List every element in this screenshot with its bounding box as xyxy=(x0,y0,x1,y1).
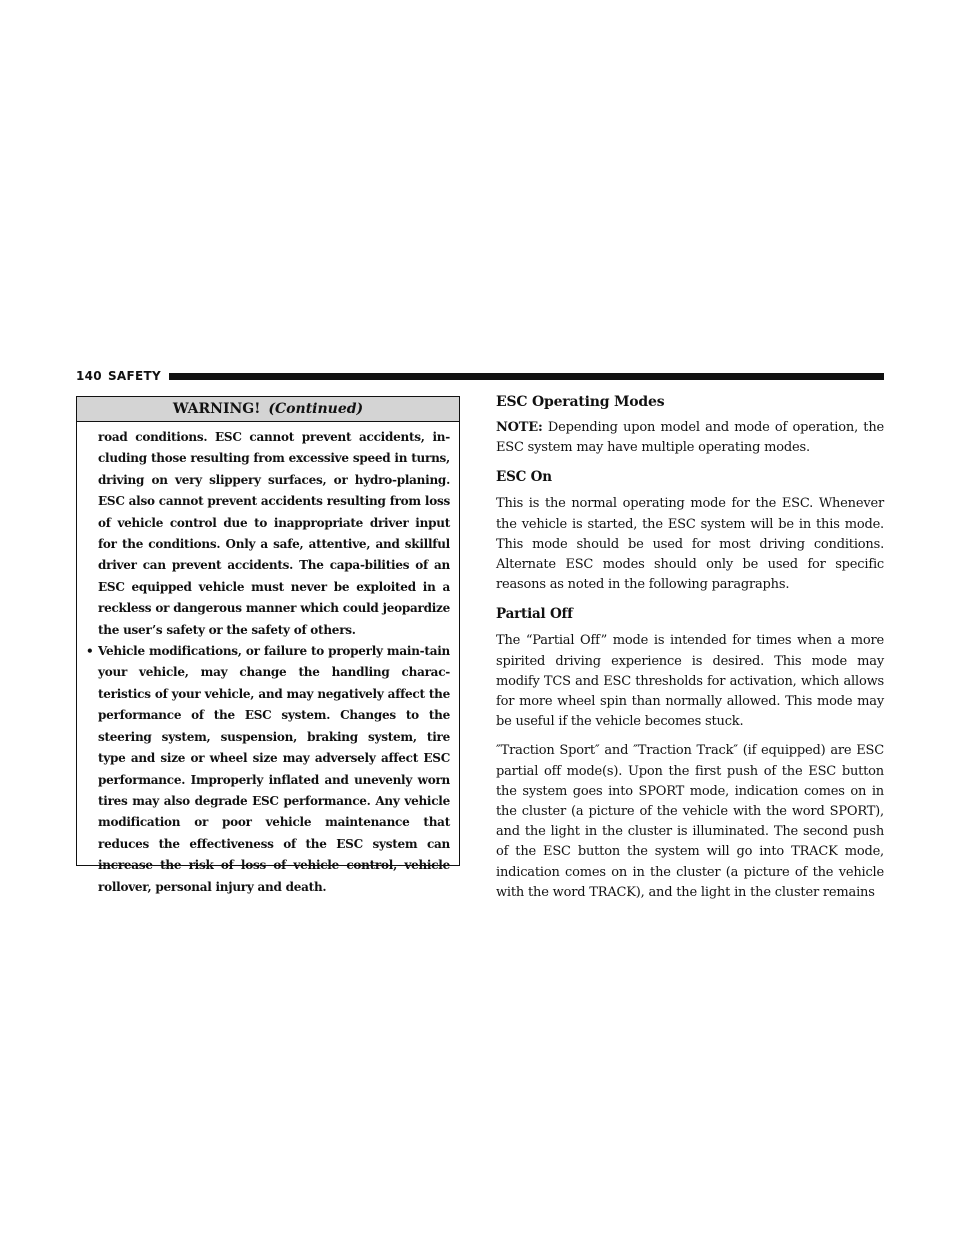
page-header xyxy=(76,366,884,386)
warning-box xyxy=(76,396,460,894)
page-number: 140 xyxy=(76,369,102,383)
esc-on-paragraph: This is the normal operating mode for the ESC. Whenever the vehicle is started, the ESC system will be in this mode. This mode should be used for most driving conditions. Alternate ESC modes should only be used for specific reasons as noted in the following paragraphs. xyxy=(496,496,884,593)
partial-off-paragraph: The “Partial Off” mode is intended for times when a more spirited driving experience is desired. This mode may modify TCS and ESC thresholds for activation, which allows for more wheel spin than normally allowed. This mode may be useful if the vehicle becomes stuck. xyxy=(496,633,884,730)
warning-title: WARNING! xyxy=(172,401,261,417)
warning-continued-label: (Continued) xyxy=(268,401,364,417)
warning-bullet-text: Vehicle modifications, or failure to properly main-tain your vehicle, may change the handling charac-teristics of your vehicle, and may negatively affect the performance of the ESC system. Changes to the steering system, suspension, braking system, tire type and size or wheel size may adversely affect ESC performance. Improperly inflated and unevenly worn tires may also degrade ESC performance. Any vehicle modification or poor vehicle maintenance that reduces the effectiveness of the ESC system can increase the risk of loss of vehicle control, vehicle rollover, personal injury and death. xyxy=(98,644,450,894)
traction-paragraph: ″Traction Sport″ and ″Traction Track″ (if equipped) are ESC partial off mode(s). Upon the first push of the ESC button the system goes into SPORT mode, indication comes on in the cluster (a picture of the vehicle with the word SPORT), and the light in the cluster is illuminated. The second push of the ESC button the system will go into TRACK mode, indication comes on in the cluster (a picture of the vehicle with the word TRACK), and the light in the cluster remains xyxy=(496,743,884,900)
warning-bullet-item xyxy=(86,641,450,898)
section-title: SAFETY xyxy=(107,369,161,383)
esc-on-heading: ESC On xyxy=(496,469,552,486)
note-text: Depending upon model and mode of operation, the ESC system may have multiple operating modes. xyxy=(496,420,884,456)
note-label: NOTE: xyxy=(496,420,543,435)
warning-paragraph: road conditions. ESC cannot prevent accidents, in-cluding those resulting from excessive speed in turns, driving on very slippery surfaces, or hydro-planing. ESC also cannot prevent accidents resulting from loss of vehicle control due to inappropriate driver input for the conditions. Only a safe, attentive, and skillful driver can prevent accidents. The capa-bilities of an ESC equipped vehicle must never be exploited in a reckless or dangerous manner which could jeopardize the user’s safety or the safety of others. xyxy=(98,430,450,637)
section-heading: ESC Operating Modes xyxy=(496,394,665,410)
bullet-icon: • xyxy=(86,644,94,659)
partial-off-heading: Partial Off xyxy=(496,606,573,623)
warning-body xyxy=(77,422,459,898)
note-paragraph xyxy=(496,418,884,458)
warning-header xyxy=(77,397,459,422)
main-column xyxy=(496,392,884,912)
header-rule xyxy=(169,373,884,380)
